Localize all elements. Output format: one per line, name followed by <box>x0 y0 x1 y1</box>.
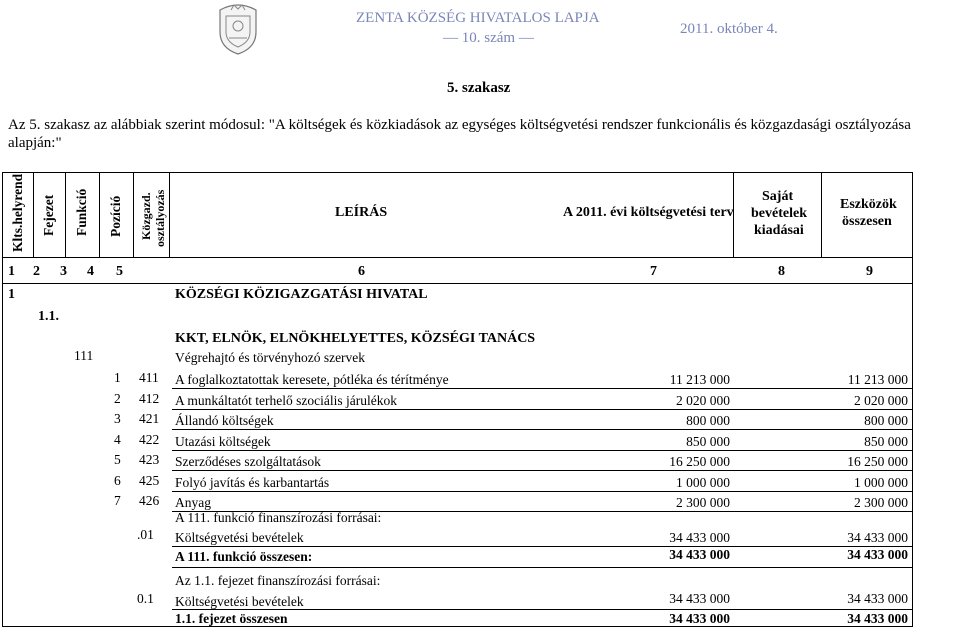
function-code: 111 <box>74 348 94 363</box>
row-econ-code: 425 <box>139 473 160 488</box>
func-sources-code: .01 <box>137 527 154 542</box>
header-divider <box>33 172 34 258</box>
header-osztalyozas: osztályozás <box>153 189 167 247</box>
row-plan-amount: 850 000 <box>686 434 730 449</box>
chap-sources-plan: 34 433 000 <box>669 591 730 606</box>
row-econ-code: 421 <box>139 411 160 426</box>
table-left-border <box>2 172 3 627</box>
row-total-amount: 16 250 000 <box>847 454 908 469</box>
publication-date: 2011. október 4. <box>680 21 778 37</box>
row-separator <box>172 470 913 471</box>
header-bevetelek: bevételek <box>751 206 807 221</box>
chap-total-total: 34 433 000 <box>847 611 908 626</box>
column-number: 5 <box>116 264 123 279</box>
row-description: Anyag <box>175 495 211 510</box>
section-title: 5. szakasz <box>447 80 511 96</box>
header-funkcio: Funkció <box>74 188 89 236</box>
row-separator <box>172 388 913 389</box>
row-plan-amount: 2 020 000 <box>676 393 730 408</box>
row-separator <box>172 429 913 430</box>
header-kiadasai: kiadásai <box>754 223 804 238</box>
header-divider <box>169 172 170 258</box>
issue-number: 10. szám <box>461 30 516 46</box>
row-plan-amount: 11 213 000 <box>669 372 730 387</box>
row-position: 4 <box>114 432 121 447</box>
header-leiras: LEÍRÁS <box>335 205 388 220</box>
row-separator <box>172 491 913 492</box>
header-osszesen: összesen <box>842 214 892 229</box>
row-total-amount: 800 000 <box>864 413 908 428</box>
row-description: Folyó javítás és karbantartás <box>175 475 330 490</box>
header-divider <box>133 172 134 258</box>
row-total-amount: 2 300 000 <box>854 495 908 510</box>
chap-total-plan: 34 433 000 <box>669 611 730 626</box>
row-plan-amount: 800 000 <box>686 413 730 428</box>
org-code: 1 <box>8 287 15 302</box>
row-position: 5 <box>114 452 121 467</box>
header-budget-plan: A 2011. évi költségvetési terv <box>563 205 734 220</box>
header-divider <box>821 172 822 258</box>
column-number: 6 <box>358 264 365 279</box>
header-fejezet: Fejezet <box>41 194 56 236</box>
header-eszkozok: Eszközök <box>840 197 897 212</box>
row-position: 2 <box>114 391 121 406</box>
table-bottom-border <box>2 626 913 627</box>
header-kozgazd: Közgazd. <box>139 192 153 240</box>
chapter-code: 1.1. <box>38 309 59 324</box>
row-separator <box>172 609 913 610</box>
header-pozicio: Pozíció <box>108 195 123 237</box>
table-right-border <box>912 172 913 627</box>
row-description: A foglalkoztatottak keresete, pótléka és térítménye <box>175 372 449 387</box>
table-header-bottom-border <box>2 257 913 258</box>
row-separator <box>172 409 913 410</box>
intro-text-line-2: alapján:" <box>8 135 62 151</box>
function-name: Végrehajtó és törvényhozó szervek <box>175 350 366 365</box>
row-plan-amount: 2 300 000 <box>676 495 730 510</box>
column-number: 3 <box>60 264 67 279</box>
chap-sources-total: 34 433 000 <box>847 591 908 606</box>
row-position: 3 <box>114 411 121 426</box>
column-number: 9 <box>866 264 873 279</box>
func-sources-heading: A 111. funkció finanszírozási forrásai: <box>175 510 382 525</box>
row-total-amount: 11 213 000 <box>847 372 908 387</box>
chap-sources-label: Költségvetési bevételek <box>175 594 304 609</box>
func-sources-plan: 34 433 000 <box>669 530 730 545</box>
column-number: 7 <box>650 264 657 279</box>
func-sources-label: Költségvetési bevételek <box>175 530 304 545</box>
row-total-amount: 850 000 <box>864 434 908 449</box>
chap-sources-code: 0.1 <box>137 591 154 606</box>
row-description: Szerződéses szolgáltatások <box>175 454 321 469</box>
row-plan-amount: 16 250 000 <box>669 454 730 469</box>
chap-sources-heading: Az 1.1. fejezet finanszírozási forrásai: <box>175 573 381 588</box>
row-total-amount: 1 000 000 <box>854 475 908 490</box>
row-separator <box>172 567 913 568</box>
row-position: 1 <box>114 370 121 385</box>
row-econ-code: 411 <box>139 370 159 385</box>
header-divider <box>65 172 66 258</box>
header-sajat: Saját <box>762 189 794 204</box>
publication-title: ZENTA KÖZSÉG HIVATALOS LAPJA <box>356 10 600 26</box>
row-econ-code: 422 <box>139 432 160 447</box>
row-plan-amount: 1 000 000 <box>676 475 730 490</box>
issue-number-line: — 10. szám — <box>443 30 534 46</box>
row-description: Állandó költségek <box>175 413 274 428</box>
func-total-total: 34 433 000 <box>847 547 908 562</box>
table-top-border <box>2 172 913 173</box>
row-position: 7 <box>114 493 121 508</box>
row-separator <box>172 450 913 451</box>
row-econ-code: 412 <box>139 391 160 406</box>
column-number: 2 <box>33 264 40 279</box>
column-numbers-bottom-border <box>2 283 913 284</box>
header-klts-helyrend: Klts.helyrend <box>10 173 25 252</box>
func-sources-total: 34 433 000 <box>847 530 908 545</box>
column-number: 1 <box>8 264 15 279</box>
column-number: 8 <box>778 264 785 279</box>
func-total-label: A 111. funkció összesen: <box>175 549 313 564</box>
column-number: 4 <box>87 264 94 279</box>
org-subtitle: KKT, ELNÖK, ELNÖKHELYETTES, KÖZSÉGI TANÁCS <box>175 331 536 346</box>
row-econ-code: 426 <box>139 493 160 508</box>
org-name: KÖZSÉGI KÖZIGAZGATÁSI HIVATAL <box>175 287 428 302</box>
chap-total-label: 1.1. fejezet összesen <box>175 611 288 626</box>
row-total-amount: 2 020 000 <box>854 393 908 408</box>
row-description: A munkáltatót terhelő szociális járulékok <box>175 393 397 408</box>
header-divider <box>99 172 100 258</box>
row-position: 6 <box>114 473 121 488</box>
func-total-plan: 34 433 000 <box>669 547 730 562</box>
intro-text-line-1: Az 5. szakasz az alábbiak szerint módosul: "A költségek és közkiadások az egységes költségvetési rendszer funkcionális és közgazdasági osztályozása <box>8 117 911 133</box>
coat-of-arms-seal <box>217 2 259 56</box>
row-description: Utazási költségek <box>175 434 271 449</box>
row-econ-code: 423 <box>139 452 160 467</box>
